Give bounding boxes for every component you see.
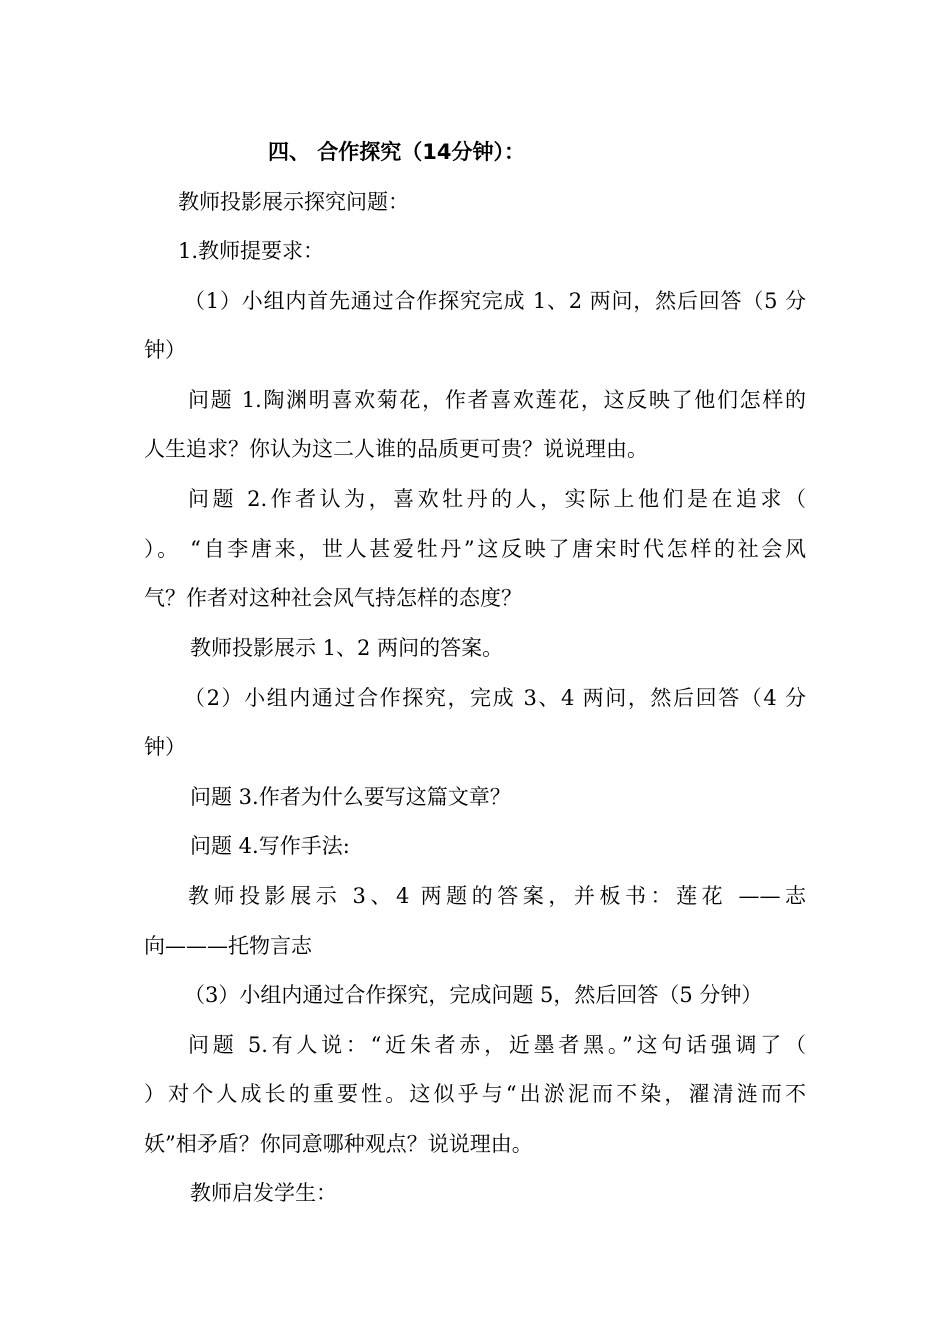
paragraph-line: 教师投影展示 3、4 两题的答案，并板书：莲花 ——志 <box>188 884 806 908</box>
paragraph-line: 教师启发学生： <box>190 1181 337 1205</box>
section-heading: 四、 合作探究（14分钟）： <box>268 140 526 164</box>
paragraph-line: 1.教师提要求： <box>178 239 325 263</box>
paragraph-line: 问题 1.陶渊明喜欢菊花，作者喜欢莲花，这反映了他们怎样的 <box>188 388 806 412</box>
paragraph-line: （2）小组内通过合作探究，完成 3、4 两问，然后回答（4 分 <box>184 686 806 710</box>
paragraph-line: 气？作者对这种社会风气持怎样的态度？ <box>144 586 522 610</box>
paragraph-line: 钟） <box>144 735 186 759</box>
paragraph-line: （3）小组内通过合作探究，完成问题 5，然后回答（5 分钟） <box>184 983 763 1007</box>
paragraph-line: 向———托物言志 <box>144 934 312 958</box>
paragraph-line: 问题 5.有人说：“近朱者赤，近墨者黑。”这句话强调了（ <box>188 1033 806 1057</box>
paragraph-line: 问题 4.写作手法: <box>190 834 350 858</box>
paragraph-line: 问题 2.作者认为，喜欢牡丹的人，实际上他们是在追求（ <box>188 487 806 511</box>
paragraph-line: 教师投影展示 1、2 两问的答案。 <box>190 636 504 660</box>
paragraph-line: （1）小组内首先通过合作探究完成 1、2 两问，然后回答（5 分 <box>184 289 806 313</box>
paragraph-line: 人生追求？你认为这二人谁的品质更可贵？说说理由。 <box>144 437 648 461</box>
paragraph-line: ）对个人成长的重要性。这似乎与“出淤泥而不染，濯清涟而不 <box>144 1082 806 1106</box>
paragraph-line: 钟） <box>144 338 186 362</box>
paragraph-line: 教师投影展示探究问题： <box>178 190 409 214</box>
paragraph-line: 妖”相矛盾？你同意哪种观点？说说理由。 <box>144 1132 533 1156</box>
paragraph-line: 问题 3.作者为什么要写这篇文章？ <box>190 785 511 809</box>
paragraph-line: ）。 “自李唐来，世人甚爱牡丹”这反映了唐宋时代怎样的社会风 <box>144 537 806 561</box>
